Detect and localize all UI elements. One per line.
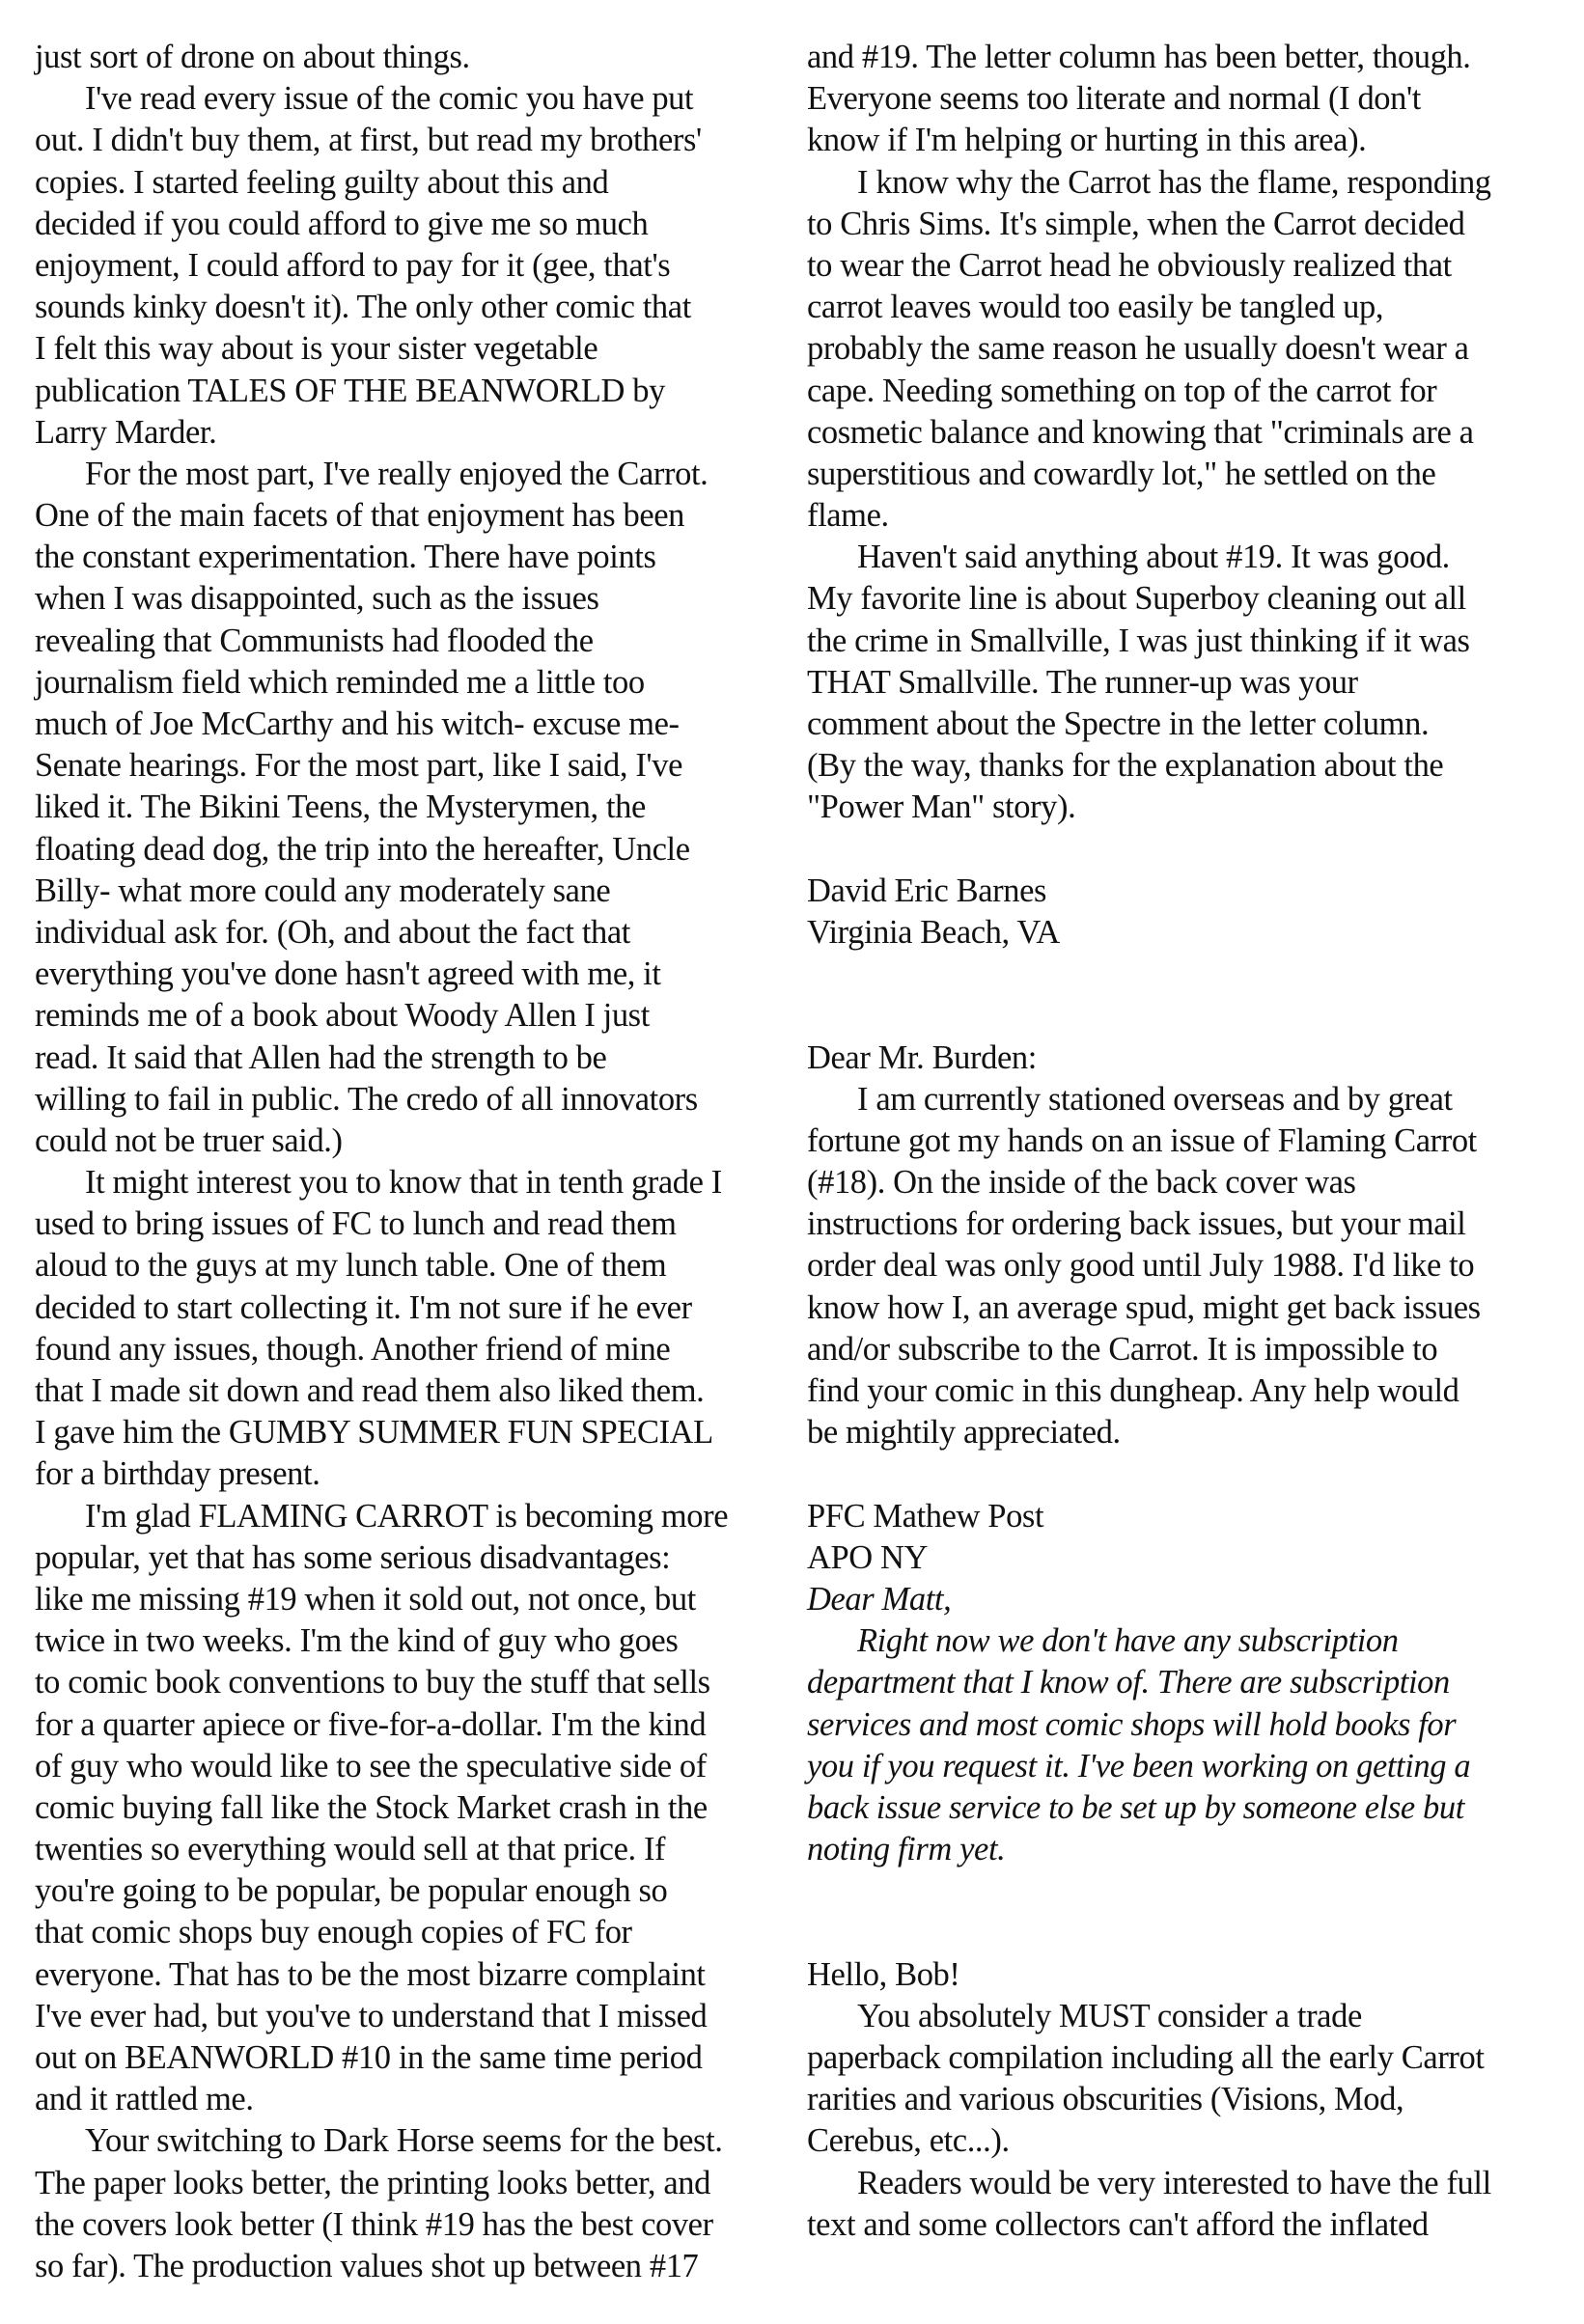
text-line: My favorite line is about Superboy cleaning out all (807, 580, 1466, 618)
text-line: (By the way, thanks for the explanation about the (807, 747, 1444, 785)
text-line: you're going to be popular, be popular enough so (35, 1872, 668, 1910)
text-line: read. It said that Allen had the strength to be (35, 1038, 607, 1076)
text-line: back issue service to be set up by someone else but (807, 1788, 1464, 1826)
letter-continuation-left (35, 37, 788, 2287)
text-line: superstitious and cowardly lot," he settled on the (807, 455, 1436, 492)
signature-name: David Eric Barnes (807, 872, 1047, 909)
text-line: comment about the Spectre in the letter column. (807, 706, 1430, 742)
text-line: I am currently stationed overseas and by great (857, 1080, 1453, 1118)
text-line: THAT Smallville. The runner-up was your (807, 663, 1358, 701)
letter-continuation-right (807, 37, 1560, 829)
text-line: I felt this way about is your sister vegetable (35, 330, 598, 368)
text-line: order deal was only good until July 1988. I'd like to (807, 1247, 1475, 1285)
text-line: Readers would be very interested to have the full (857, 2164, 1491, 2201)
text-line: One of the main facets of that enjoyment has been (35, 497, 685, 535)
text-line: Your switching to Dark Horse seems for the best. (85, 2122, 723, 2160)
text-line: the covers look better (I think #19 has the best cover (35, 2205, 713, 2243)
text-line: You absolutely MUST consider a trade (857, 1997, 1362, 2034)
text-line: Haven't said anything about #19. It was good. (857, 539, 1450, 576)
text-line: find your comic in this dungheap. Any help would (807, 1372, 1459, 1410)
text-line: like me missing #19 when it sold out, not once, but (35, 1580, 696, 1618)
letter-salutation: Hello, Bob! (807, 1955, 960, 1993)
text-line: aloud to the guys at my lunch table. One of them (35, 1247, 667, 1285)
text-line: the constant experimentation. There have points (35, 539, 656, 576)
text-line: flame. (807, 497, 889, 535)
text-line: probably the same reason he usually doesn't wear a (807, 330, 1469, 368)
text-line: department that I know of. There are subscription (807, 1664, 1450, 1702)
text-line: rarities and various obscurities (Visions, Mod, (807, 2081, 1404, 2118)
text-line: instructions for ordering back issues, but your mail (807, 1205, 1466, 1243)
text-line: noting firm yet. (807, 1831, 1006, 1868)
text-line: everything you've done hasn't agreed with me, it (35, 955, 661, 993)
reply-salutation: Dear Matt, (807, 1580, 952, 1618)
spacer (807, 1453, 1560, 1495)
text-line: you if you request it. I've been working on getting a (807, 1747, 1471, 1784)
text-line: services and most comic shops will hold books for (807, 1705, 1457, 1743)
text-line: paperback compilation including all the early Carrot (807, 2039, 1485, 2077)
text-line: Right now we don't have any subscription (857, 1622, 1399, 1660)
text-line: enjoyment, I could afford to pay for it (gee, that's (35, 246, 671, 284)
text-line: sounds kinky doesn't it). The only other comic that (35, 289, 691, 326)
text-line: know if I'm helping or hurting in this area). (807, 122, 1367, 159)
text-line: "Power Man" story). (807, 788, 1076, 826)
right-column (807, 37, 1560, 2246)
text-line: so far). The production values shot up between #17 (35, 2247, 699, 2284)
text-line: (#18). On the inside of the back cover was (807, 1164, 1356, 1202)
text-line: cape. Needing something on top of the carrot for (807, 372, 1437, 409)
text-line: to wear the Carrot head he obviously realized that (807, 246, 1452, 284)
signature-location: APO NY (807, 1538, 929, 1576)
text-line: found any issues, though. Another friend of mine (35, 1330, 671, 1368)
letter-salutation: Dear Mr. Burden: (807, 1038, 1037, 1076)
editor-reply (807, 1579, 1560, 1870)
text-line: I'm glad FLAMING CARROT is becoming more (85, 1497, 729, 1535)
text-line: everyone. That has to be the most bizarre complaint (35, 1955, 706, 1993)
text-line: liked it. The Bikini Teens, the Mysterymen, the (35, 788, 646, 826)
signature-name: PFC Mathew Post (807, 1497, 1044, 1535)
text-line: I know why the Carrot has the flame, responding (857, 163, 1491, 201)
text-line: It might interest you to know that in tenth grade I (85, 1164, 722, 1202)
letter-2 (807, 1038, 1560, 1454)
letter-3 (807, 1954, 1560, 2246)
text-line: floating dead dog, the trip into the hereafter, Uncle (35, 830, 690, 868)
text-line: reminds me of a book about Woody Allen I just (35, 997, 650, 1035)
signature-block-2 (807, 1496, 1560, 1579)
spacer (807, 829, 1560, 871)
text-line: fortune got my hands on an issue of Flaming Carrot (807, 1121, 1477, 1159)
signature-location: Virginia Beach, VA (807, 913, 1060, 951)
text-line: Everyone seems too literate and normal (I don't (807, 80, 1421, 118)
text-line: cosmetic balance and knowing that "criminals are a (807, 413, 1474, 451)
letter-body (807, 1079, 1560, 1454)
text-line: decided to start collecting it. I'm not sure if he ever (35, 1288, 692, 1326)
text-line: Larry Marder. (35, 413, 217, 451)
text-line: used to bring issues of FC to lunch and read them (35, 1205, 677, 1243)
spacer (807, 954, 1560, 1037)
text-line: and it rattled me. (35, 2081, 254, 2118)
text-line: out on BEANWORLD #10 in the same time period (35, 2039, 703, 2076)
reply-body (807, 1620, 1560, 1870)
text-line: be mightily appreciated. (807, 1414, 1121, 1452)
text-line: to comic book conventions to buy the stuff that sells (35, 1664, 710, 1702)
text-line: willing to fail in public. The credo of all innovators (35, 1080, 698, 1118)
text-line: much of Joe McCarthy and his witch- excuse me- (35, 706, 680, 742)
text-line: For the most part, I've really enjoyed the Carrot. (85, 455, 709, 492)
text-line: revealing that Communists had flooded the (35, 622, 594, 659)
text-line: twenties so everything would sell at that price. If (35, 1831, 666, 1868)
text-line: publication TALES OF THE BEANWORLD by (35, 372, 665, 409)
text-line: could not be truer said.) (35, 1121, 343, 1159)
text-line: that comic shops buy enough copies of FC for (35, 1914, 632, 1951)
text-line: for a quarter apiece or five-for-a-dollar. I'm the kind (35, 1705, 707, 1743)
text-line: individual ask for. (Oh, and about the fact that (35, 913, 630, 951)
letter-body (807, 1996, 1560, 2246)
text-line: to Chris Sims. It's simple, when the Carrot decided (807, 205, 1465, 242)
text-line: for a birthday present. (35, 1455, 320, 1493)
text-line: popular, yet that has some serious disadvantages: (35, 1538, 671, 1576)
text-line: decided if you could afford to give me so much (35, 205, 649, 242)
text-line: out. I didn't buy them, at first, but read my brothers' (35, 122, 702, 159)
text-line: know how I, an average spud, might get back issues (807, 1288, 1481, 1326)
text-line: carrot leaves would too easily be tangled up, (807, 289, 1384, 326)
text-line: I gave him the GUMBY SUMMER FUN SPECIAL (35, 1414, 713, 1452)
text-line: and #19. The letter column has been better, though. (807, 39, 1471, 75)
signature-block-1 (807, 871, 1560, 954)
text-line: comic buying fall like the Stock Market crash in the (35, 1788, 708, 1826)
text-line: the crime in Smallville, I was just thinking if it was (807, 622, 1470, 659)
text-line: that I made sit down and read them also liked them. (35, 1372, 705, 1409)
text-line: The paper looks better, the printing looks better, and (35, 2164, 710, 2201)
text-line: text and some collectors can't afford the inflated (807, 2205, 1429, 2243)
text-line: twice in two weeks. I'm the kind of guy who goes (35, 1622, 679, 1660)
text-line: just sort of drone on about things. (35, 39, 470, 75)
text-line: Senate hearings. For the most part, like I said, I've (35, 747, 683, 785)
text-line: and/or subscribe to the Carrot. It is impossible to (807, 1330, 1438, 1368)
text-line: of guy who would like to see the speculative side of (35, 1747, 707, 1784)
left-column (35, 37, 788, 2287)
text-line: Billy- what more could any moderately sane (35, 872, 611, 909)
text-line: I've read every issue of the comic you have put (85, 80, 694, 118)
text-line: when I was disappointed, such as the issues (35, 580, 599, 618)
text-line: Cerebus, etc...). (807, 2122, 1010, 2160)
text-line: journalism field which reminded me a little too (35, 663, 645, 701)
text-line: I've ever had, but you've to understand that I missed (35, 1997, 708, 2034)
text-line: copies. I started feeling guilty about this and (35, 163, 609, 201)
spacer (807, 1870, 1560, 1953)
